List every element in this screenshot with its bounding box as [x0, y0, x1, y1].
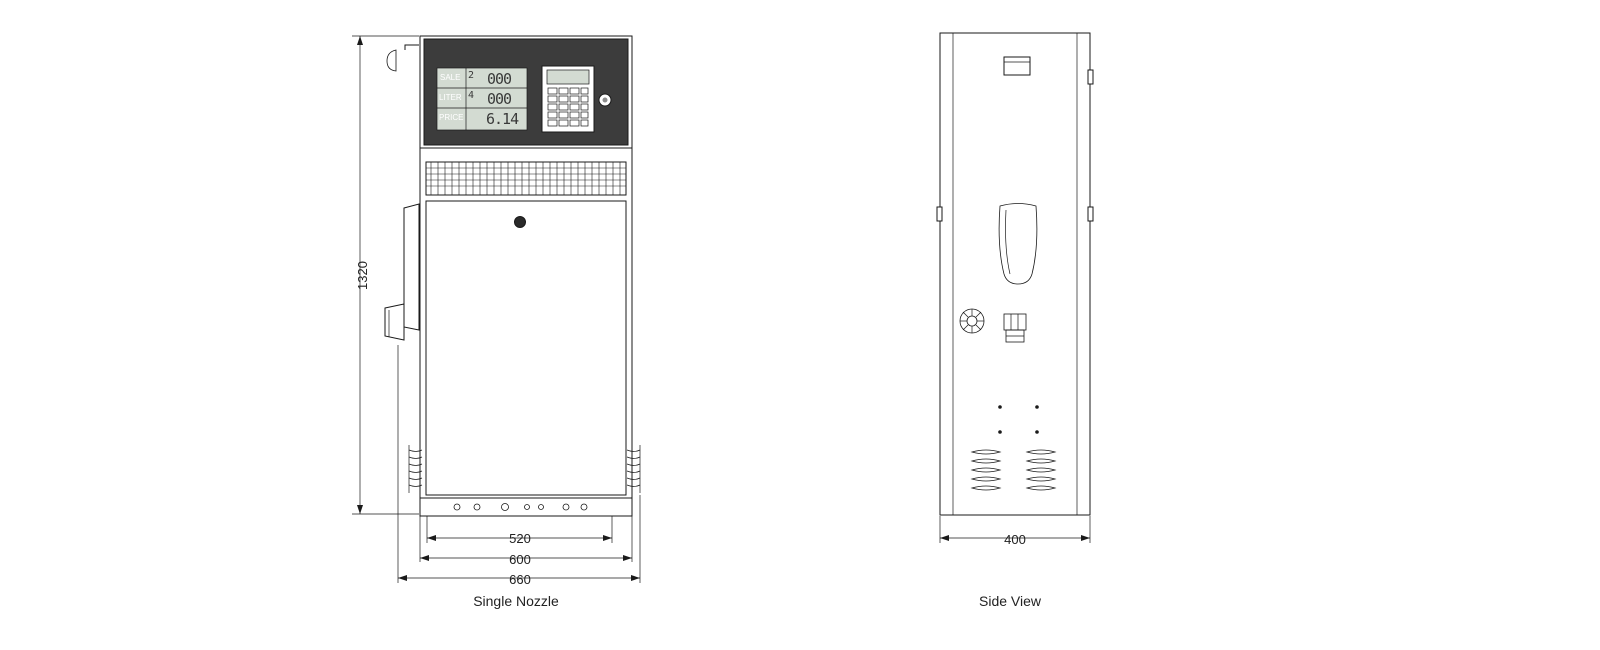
- dim-label-height: 1320: [355, 261, 370, 290]
- lcd-row-label-sale: SALE: [440, 73, 461, 82]
- nozzle-boot-left: [385, 304, 404, 340]
- caption-side-view: Side View: [978, 593, 1042, 609]
- dim-label-520: 520: [509, 531, 531, 546]
- lcd-row-label-price: PRICE: [439, 113, 464, 122]
- lcd-value-price: 6.14: [486, 110, 519, 128]
- side-top-panel: [1004, 57, 1030, 75]
- nozzle-hook: [387, 50, 396, 71]
- indicator-knob-center: [603, 98, 608, 103]
- cabinet-outline-side: [940, 33, 1090, 515]
- lcd-grade-digit: 2: [468, 70, 475, 81]
- keypad-mini-display: [547, 70, 589, 84]
- dim-label-660: 660: [509, 572, 531, 587]
- vent-grill-panel: [426, 162, 626, 195]
- lcd-row-label-liter: LITER: [439, 93, 462, 102]
- side-view-group: [937, 33, 1093, 543]
- main-door-panel: [426, 201, 626, 495]
- lcd-value-liter: 000: [487, 90, 512, 108]
- dim-label-600: 600: [509, 552, 531, 567]
- dim-label-400: 400: [1004, 532, 1026, 547]
- door-lock-icon[interactable]: [515, 217, 526, 228]
- lcd-unit-digit: 4: [468, 90, 475, 101]
- lcd-value-sale: 000: [487, 70, 512, 88]
- hinge-mid-left: [937, 207, 942, 221]
- caption-front-view: Single Nozzle: [473, 593, 559, 609]
- nozzle-holder-left: [404, 204, 419, 330]
- hinge-top: [1088, 70, 1093, 84]
- hinge-mid-right: [1088, 207, 1093, 221]
